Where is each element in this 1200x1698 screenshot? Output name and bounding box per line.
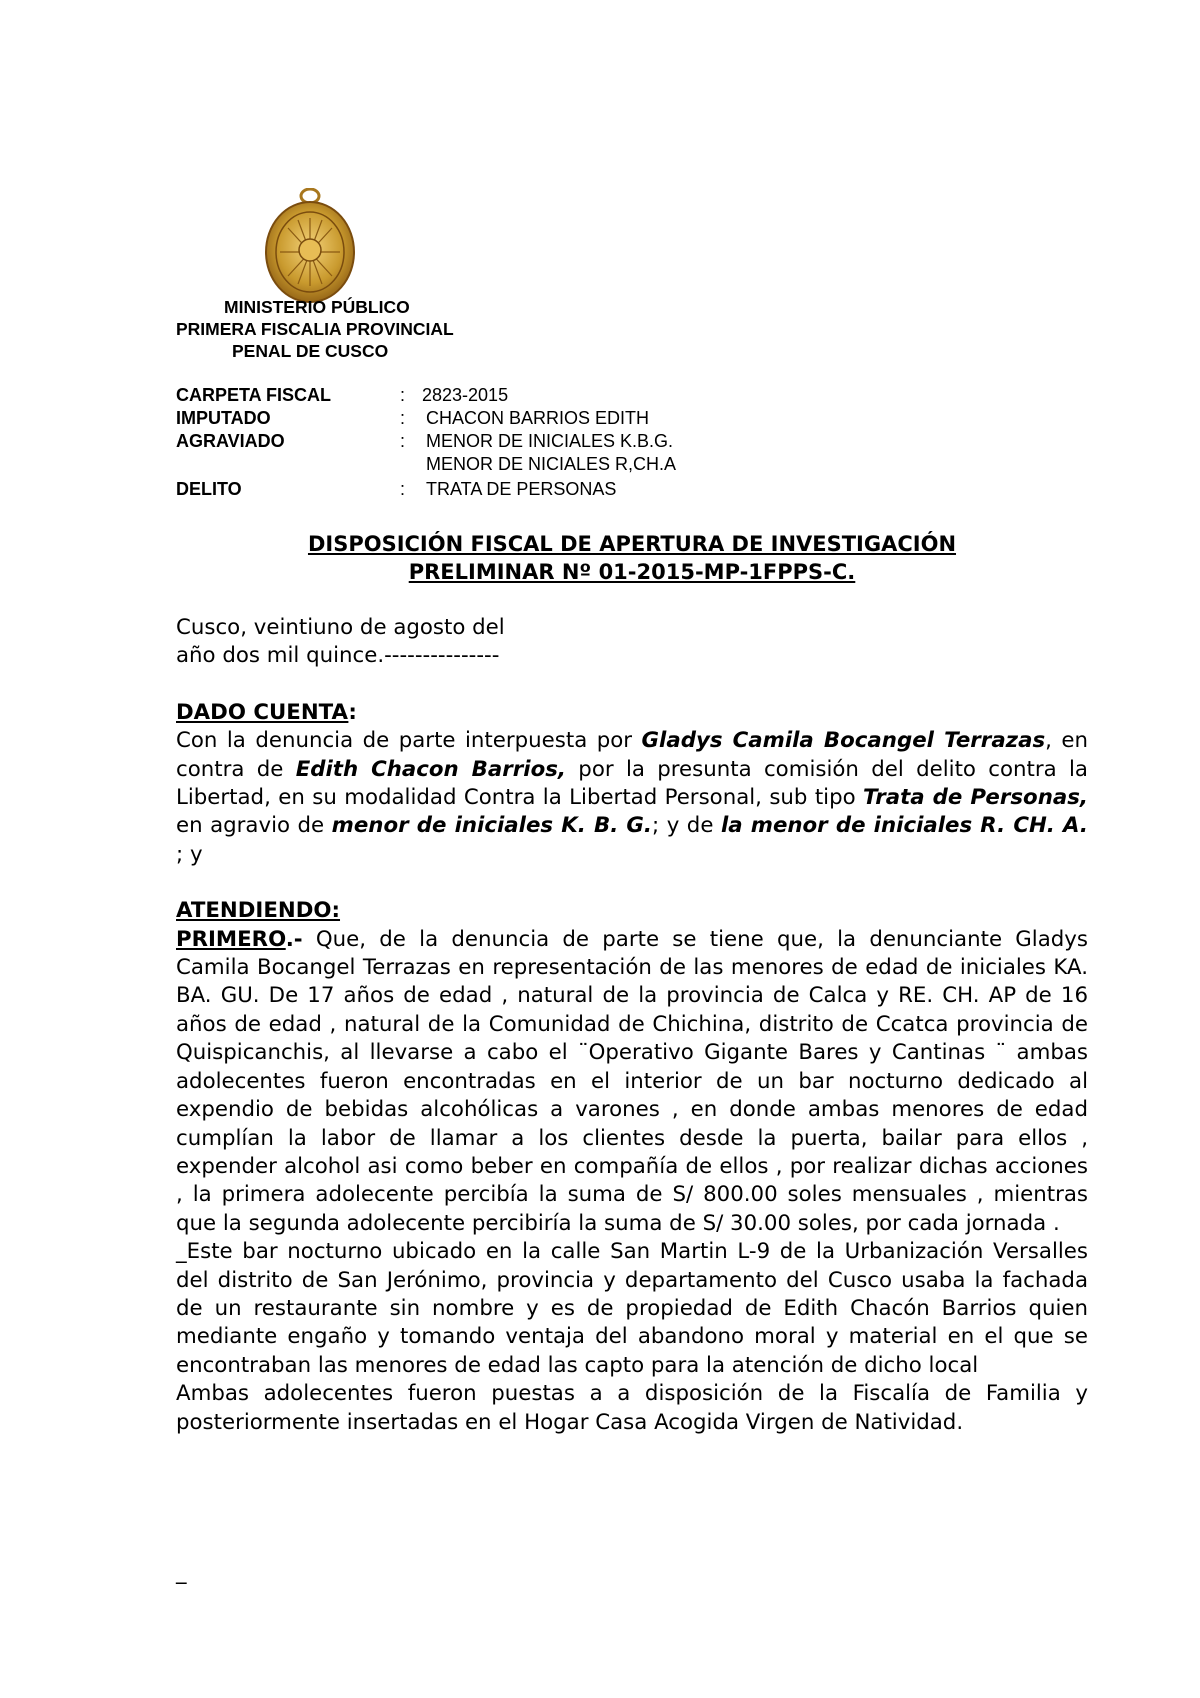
case-row (176, 384, 676, 407)
case-details (176, 384, 676, 501)
header-line-3: PENAL DE CUSCO (232, 341, 389, 361)
case-label (176, 453, 400, 476)
dado-cuenta-colon: : (348, 699, 357, 725)
title-line-2: PRELIMINAR Nº 01-2015-MP-1FPPS-C. (408, 560, 856, 584)
complainant-name: Gladys Camila Bocangel Terrazas (641, 728, 1046, 754)
disposition-paragraph: Ambas adolecentes fueron puestas a a disposición de la Fiscalía de Familia y posteriormente insertadas en el Hogar Casa Acogida Virgen de Natividad. (176, 1381, 1088, 1435)
case-colon: : (400, 408, 406, 428)
victim-1: menor de iniciales K. B. G. (331, 813, 653, 839)
primero-paragraph (176, 926, 1088, 1238)
primero-label: PRIMERO (176, 926, 286, 952)
ministerio-publico-seal-icon (262, 188, 358, 304)
dado-cuenta-label: DADO CUENTA (176, 699, 349, 725)
header-line-1: MINISTERIO PÚBLICO (224, 297, 410, 317)
case-colon: : (400, 431, 406, 451)
primero-suffix: .- (285, 926, 303, 952)
text-run: Con la denuncia de parte interpuesta por (176, 728, 642, 754)
accused-name: Edith Chacon Barrios, (295, 756, 566, 782)
institution-header (176, 296, 496, 362)
text-run: por la presunta comisión del delito contra la Libertad, en su modalidad Contra la Libertad Personal, sub tipo (176, 756, 1088, 811)
case-colon: : (400, 385, 406, 405)
title-line-1: DISPOSICIÓN FISCAL DE APERTURA DE INVESTIGACIÓN (307, 532, 957, 556)
date-line-2: año dos mil quince.--------------- (176, 643, 500, 669)
header-line-2: PRIMERA FISCALIA PROVINCIAL (176, 319, 454, 339)
case-label: IMPUTADO (176, 408, 271, 428)
case-row (176, 430, 676, 453)
document-title (176, 530, 1088, 586)
case-label: CARPETA FISCAL (176, 385, 331, 405)
primero-text: Que, de la denuncia de parte se tiene que, la denunciante Gladys Camila Bocangel Terrazas en representación de las menores de edad de iniciales KA. BA. GU. De 17 años de edad , natural de la provincia de Calca y RE. CH. AP de 16 años de edad , natural de la Comunidad de Chichina, distrito de Ccatca provincia de Quispicanchis, al llevarse a cabo el ¨Operativo Gigante Bares y Cantinas ¨ ambas adolecentes fueron encontradas en el interior de un bar nocturno dedicado al expendio de bebidas alcohólicas a varones , en donde ambas menores de edad cumplían la labor de llamar a los clientes desde la puerta, bailar para ellos , expender alcohol asi como beber en compañía de ellos , por realizar dichas acciones , la primera adolecente percibía la suma de S/ 800.00 soles mensuales , mientras que la segunda adolecente percibiría la suma de S/ 30.00 soles, por cada jornada . (176, 926, 1088, 1236)
case-row (176, 407, 676, 430)
text-run: , en contra de (176, 728, 1089, 782)
bar-location-paragraph: _Este bar nocturno ubicado en la calle San Martin L-9 de la Urbanización Versalles del distrito de San Jerónimo, provincia y departamento del Cusco usaba la fachada de un restaurante sin nombre y es de propiedad de Edith Chacón Barrios quien mediante engaño y tomando ventaja del abandono moral y material en el que se encontraban las menores de edad las capto para la atención de dicho local (176, 1239, 1088, 1378)
case-row (176, 478, 676, 501)
case-label: AGRAVIADO (176, 431, 285, 451)
case-row (176, 453, 676, 476)
case-value: TRATA DE PERSONAS (426, 479, 617, 499)
text-run: ; y de (652, 813, 721, 839)
dado-cuenta-heading (176, 699, 1088, 727)
case-value: CHACON BARRIOS EDITH (426, 408, 650, 428)
case-colon: : (400, 479, 406, 499)
atendiendo-heading: ATENDIENDO: (176, 898, 341, 924)
case-colon (400, 453, 420, 476)
text-run: ; y (176, 841, 203, 867)
case-value: MENOR DE NICIALES R,CH.A (426, 454, 677, 474)
offense-name: Trata de Personas, (863, 785, 1088, 811)
trailing-mark: _ (176, 1560, 187, 1584)
document-body (176, 614, 1088, 1437)
victim-2: la menor de iniciales R. CH. A. (720, 813, 1088, 839)
case-value: MENOR DE INICIALES K.B.G. (426, 431, 674, 451)
case-label: DELITO (176, 479, 242, 499)
date-line-1: Cusco, veintiuno de agosto del (176, 615, 505, 640)
case-value: 2823-2015 (422, 385, 509, 405)
text-run: en agravio de (176, 813, 332, 839)
dado-cuenta-paragraph (176, 727, 1088, 869)
